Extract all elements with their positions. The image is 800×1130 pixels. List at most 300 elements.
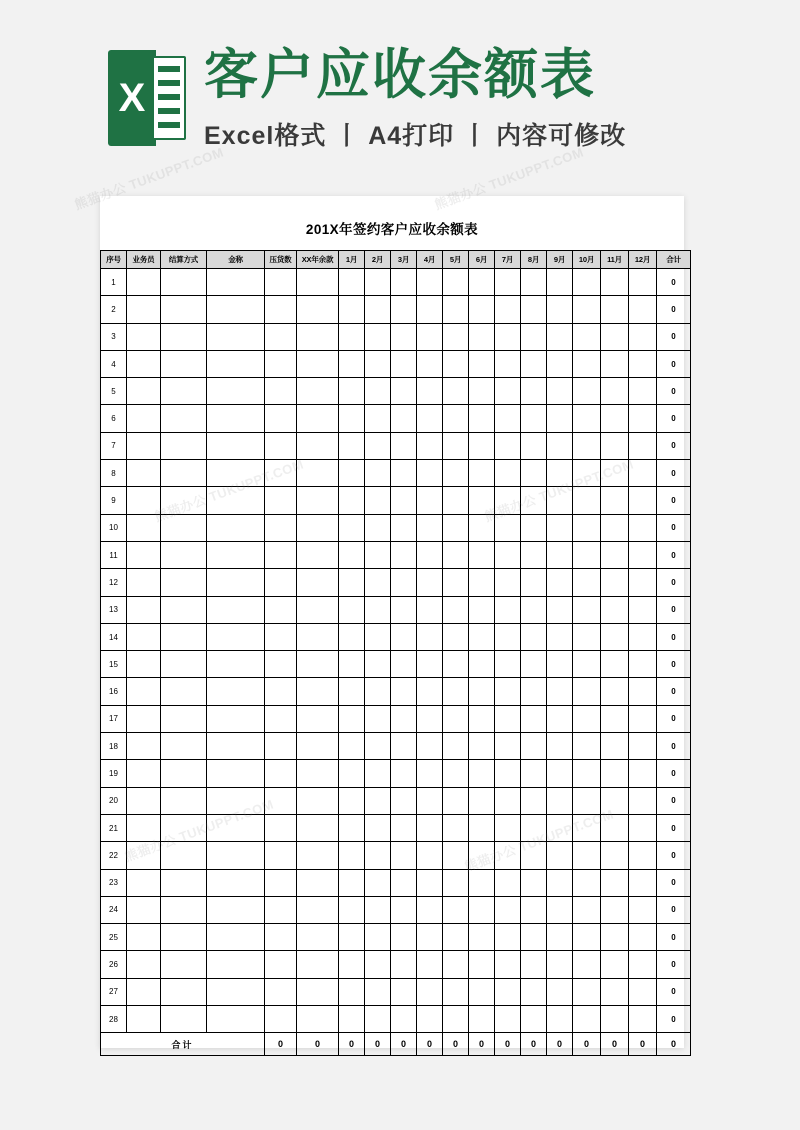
data-cell[interactable] <box>495 405 521 432</box>
data-cell[interactable] <box>391 432 417 459</box>
data-cell[interactable] <box>391 869 417 896</box>
data-cell[interactable] <box>161 405 207 432</box>
data-cell[interactable] <box>391 705 417 732</box>
data-cell[interactable] <box>265 460 297 487</box>
data-cell[interactable] <box>629 460 657 487</box>
data-cell[interactable] <box>547 296 573 323</box>
data-cell[interactable] <box>547 541 573 568</box>
data-cell[interactable] <box>339 651 365 678</box>
data-cell[interactable] <box>521 678 547 705</box>
data-cell[interactable] <box>495 596 521 623</box>
data-cell[interactable] <box>443 405 469 432</box>
data-cell[interactable] <box>207 869 265 896</box>
data-cell[interactable] <box>339 350 365 377</box>
data-cell[interactable] <box>417 733 443 760</box>
data-cell[interactable] <box>443 842 469 869</box>
data-cell[interactable] <box>629 760 657 787</box>
data-cell[interactable] <box>365 651 391 678</box>
data-cell[interactable] <box>297 896 339 923</box>
data-cell[interactable] <box>521 896 547 923</box>
data-cell[interactable] <box>469 760 495 787</box>
data-cell[interactable] <box>629 842 657 869</box>
data-cell[interactable] <box>127 460 161 487</box>
data-cell[interactable] <box>265 405 297 432</box>
data-cell[interactable] <box>365 514 391 541</box>
row-index-cell[interactable]: 27 <box>101 978 127 1005</box>
data-cell[interactable] <box>601 350 629 377</box>
data-cell[interactable] <box>265 896 297 923</box>
data-cell[interactable] <box>573 296 601 323</box>
data-cell[interactable] <box>207 733 265 760</box>
data-cell[interactable] <box>297 869 339 896</box>
data-cell[interactable] <box>443 760 469 787</box>
data-cell[interactable] <box>443 623 469 650</box>
data-cell[interactable] <box>573 269 601 296</box>
data-cell[interactable] <box>365 787 391 814</box>
data-cell[interactable] <box>339 541 365 568</box>
row-index-cell[interactable]: 23 <box>101 869 127 896</box>
row-total-cell[interactable]: 0 <box>657 787 691 814</box>
data-cell[interactable] <box>417 569 443 596</box>
data-cell[interactable] <box>365 1006 391 1033</box>
data-cell[interactable] <box>443 487 469 514</box>
data-cell[interactable] <box>629 350 657 377</box>
data-cell[interactable] <box>339 296 365 323</box>
data-cell[interactable] <box>601 760 629 787</box>
data-cell[interactable] <box>127 678 161 705</box>
data-cell[interactable] <box>339 487 365 514</box>
data-cell[interactable] <box>127 350 161 377</box>
data-cell[interactable] <box>521 814 547 841</box>
data-cell[interactable] <box>391 514 417 541</box>
data-cell[interactable] <box>127 869 161 896</box>
data-cell[interactable] <box>521 924 547 951</box>
data-cell[interactable] <box>547 378 573 405</box>
data-cell[interactable] <box>469 487 495 514</box>
data-cell[interactable] <box>469 896 495 923</box>
data-cell[interactable] <box>547 487 573 514</box>
row-total-cell[interactable]: 0 <box>657 951 691 978</box>
data-cell[interactable] <box>207 623 265 650</box>
data-cell[interactable] <box>265 787 297 814</box>
data-cell[interactable] <box>469 323 495 350</box>
data-cell[interactable] <box>573 460 601 487</box>
data-cell[interactable] <box>297 705 339 732</box>
data-cell[interactable] <box>127 432 161 459</box>
row-index-cell[interactable]: 18 <box>101 733 127 760</box>
data-cell[interactable] <box>573 705 601 732</box>
data-cell[interactable] <box>265 760 297 787</box>
data-cell[interactable] <box>629 678 657 705</box>
data-cell[interactable] <box>573 924 601 951</box>
row-total-cell[interactable]: 0 <box>657 296 691 323</box>
data-cell[interactable] <box>265 350 297 377</box>
data-cell[interactable] <box>161 296 207 323</box>
data-cell[interactable] <box>573 814 601 841</box>
data-cell[interactable] <box>365 842 391 869</box>
data-cell[interactable] <box>339 869 365 896</box>
data-cell[interactable] <box>161 1006 207 1033</box>
row-total-cell[interactable]: 0 <box>657 487 691 514</box>
data-cell[interactable] <box>469 705 495 732</box>
data-cell[interactable] <box>127 842 161 869</box>
data-cell[interactable] <box>417 924 443 951</box>
data-cell[interactable] <box>573 487 601 514</box>
data-cell[interactable] <box>161 705 207 732</box>
data-cell[interactable] <box>127 787 161 814</box>
data-cell[interactable] <box>265 678 297 705</box>
row-index-cell[interactable]: 8 <box>101 460 127 487</box>
data-cell[interactable] <box>161 842 207 869</box>
data-cell[interactable] <box>469 514 495 541</box>
data-cell[interactable] <box>573 760 601 787</box>
data-cell[interactable] <box>365 896 391 923</box>
data-cell[interactable] <box>417 896 443 923</box>
data-cell[interactable] <box>521 842 547 869</box>
data-cell[interactable] <box>391 323 417 350</box>
data-cell[interactable] <box>629 514 657 541</box>
data-cell[interactable] <box>601 460 629 487</box>
data-cell[interactable] <box>443 296 469 323</box>
data-cell[interactable] <box>207 432 265 459</box>
data-cell[interactable] <box>417 487 443 514</box>
data-cell[interactable] <box>573 350 601 377</box>
data-cell[interactable] <box>339 460 365 487</box>
data-cell[interactable] <box>365 569 391 596</box>
data-cell[interactable] <box>365 541 391 568</box>
data-cell[interactable] <box>391 296 417 323</box>
data-cell[interactable] <box>297 924 339 951</box>
data-cell[interactable] <box>297 432 339 459</box>
data-cell[interactable] <box>495 651 521 678</box>
data-cell[interactable] <box>265 951 297 978</box>
data-cell[interactable] <box>521 432 547 459</box>
data-cell[interactable] <box>161 924 207 951</box>
data-cell[interactable] <box>161 323 207 350</box>
row-index-cell[interactable]: 11 <box>101 541 127 568</box>
data-cell[interactable] <box>629 323 657 350</box>
data-cell[interactable] <box>629 924 657 951</box>
data-cell[interactable] <box>495 951 521 978</box>
data-cell[interactable] <box>391 269 417 296</box>
data-cell[interactable] <box>601 487 629 514</box>
row-index-cell[interactable]: 5 <box>101 378 127 405</box>
row-total-cell[interactable]: 0 <box>657 432 691 459</box>
data-cell[interactable] <box>297 569 339 596</box>
data-cell[interactable] <box>127 896 161 923</box>
data-cell[interactable] <box>265 541 297 568</box>
data-cell[interactable] <box>207 269 265 296</box>
data-cell[interactable] <box>601 651 629 678</box>
data-cell[interactable] <box>547 323 573 350</box>
data-cell[interactable] <box>495 378 521 405</box>
data-cell[interactable] <box>443 678 469 705</box>
data-cell[interactable] <box>417 787 443 814</box>
row-total-cell[interactable]: 0 <box>657 978 691 1005</box>
data-cell[interactable] <box>573 978 601 1005</box>
row-total-cell[interactable]: 0 <box>657 514 691 541</box>
row-total-cell[interactable]: 0 <box>657 651 691 678</box>
row-index-cell[interactable]: 10 <box>101 514 127 541</box>
data-cell[interactable] <box>207 896 265 923</box>
data-cell[interactable] <box>601 924 629 951</box>
row-total-cell[interactable]: 0 <box>657 350 691 377</box>
data-cell[interactable] <box>601 896 629 923</box>
data-cell[interactable] <box>127 296 161 323</box>
data-cell[interactable] <box>127 323 161 350</box>
data-cell[interactable] <box>161 787 207 814</box>
data-cell[interactable] <box>339 1006 365 1033</box>
data-cell[interactable] <box>443 460 469 487</box>
data-cell[interactable] <box>547 842 573 869</box>
data-cell[interactable] <box>365 978 391 1005</box>
data-cell[interactable] <box>601 269 629 296</box>
data-cell[interactable] <box>365 432 391 459</box>
data-cell[interactable] <box>547 651 573 678</box>
data-cell[interactable] <box>391 651 417 678</box>
row-total-cell[interactable]: 0 <box>657 460 691 487</box>
data-cell[interactable] <box>207 296 265 323</box>
data-cell[interactable] <box>573 432 601 459</box>
data-cell[interactable] <box>495 541 521 568</box>
data-cell[interactable] <box>339 378 365 405</box>
data-cell[interactable] <box>601 733 629 760</box>
data-cell[interactable] <box>127 269 161 296</box>
data-cell[interactable] <box>521 296 547 323</box>
data-cell[interactable] <box>207 814 265 841</box>
data-cell[interactable] <box>297 787 339 814</box>
data-cell[interactable] <box>417 814 443 841</box>
data-cell[interactable] <box>391 814 417 841</box>
data-cell[interactable] <box>443 651 469 678</box>
data-cell[interactable] <box>469 869 495 896</box>
data-cell[interactable] <box>391 760 417 787</box>
data-cell[interactable] <box>547 924 573 951</box>
data-cell[interactable] <box>629 623 657 650</box>
data-cell[interactable] <box>127 378 161 405</box>
data-cell[interactable] <box>365 350 391 377</box>
data-cell[interactable] <box>265 1006 297 1033</box>
data-cell[interactable] <box>161 541 207 568</box>
data-cell[interactable] <box>365 296 391 323</box>
data-cell[interactable] <box>161 814 207 841</box>
data-cell[interactable] <box>629 378 657 405</box>
data-cell[interactable] <box>629 814 657 841</box>
data-cell[interactable] <box>495 760 521 787</box>
row-index-cell[interactable]: 14 <box>101 623 127 650</box>
data-cell[interactable] <box>391 541 417 568</box>
row-total-cell[interactable]: 0 <box>657 760 691 787</box>
data-cell[interactable] <box>391 842 417 869</box>
data-cell[interactable] <box>265 487 297 514</box>
data-cell[interactable] <box>629 405 657 432</box>
data-cell[interactable] <box>339 787 365 814</box>
data-cell[interactable] <box>127 760 161 787</box>
data-cell[interactable] <box>127 651 161 678</box>
data-cell[interactable] <box>547 432 573 459</box>
data-cell[interactable] <box>265 296 297 323</box>
data-cell[interactable] <box>127 541 161 568</box>
row-total-cell[interactable]: 0 <box>657 378 691 405</box>
data-cell[interactable] <box>265 378 297 405</box>
data-cell[interactable] <box>601 678 629 705</box>
data-cell[interactable] <box>297 541 339 568</box>
data-cell[interactable] <box>161 514 207 541</box>
row-total-cell[interactable]: 0 <box>657 869 691 896</box>
row-index-cell[interactable]: 6 <box>101 405 127 432</box>
data-cell[interactable] <box>521 269 547 296</box>
data-cell[interactable] <box>297 760 339 787</box>
data-cell[interactable] <box>547 814 573 841</box>
data-cell[interactable] <box>265 323 297 350</box>
data-cell[interactable] <box>573 787 601 814</box>
data-cell[interactable] <box>391 569 417 596</box>
row-total-cell[interactable]: 0 <box>657 678 691 705</box>
data-cell[interactable] <box>365 405 391 432</box>
data-cell[interactable] <box>161 651 207 678</box>
data-cell[interactable] <box>161 623 207 650</box>
data-cell[interactable] <box>391 460 417 487</box>
data-cell[interactable] <box>417 705 443 732</box>
data-cell[interactable] <box>391 733 417 760</box>
data-cell[interactable] <box>417 269 443 296</box>
data-cell[interactable] <box>469 814 495 841</box>
data-cell[interactable] <box>547 460 573 487</box>
data-cell[interactable] <box>339 733 365 760</box>
data-cell[interactable] <box>601 951 629 978</box>
row-index-cell[interactable]: 24 <box>101 896 127 923</box>
data-cell[interactable] <box>391 1006 417 1033</box>
data-cell[interactable] <box>127 623 161 650</box>
data-cell[interactable] <box>365 323 391 350</box>
data-cell[interactable] <box>547 705 573 732</box>
data-cell[interactable] <box>207 569 265 596</box>
data-cell[interactable] <box>161 978 207 1005</box>
data-cell[interactable] <box>469 678 495 705</box>
data-cell[interactable] <box>365 869 391 896</box>
data-cell[interactable] <box>365 705 391 732</box>
data-cell[interactable] <box>469 978 495 1005</box>
data-cell[interactable] <box>339 514 365 541</box>
data-cell[interactable] <box>547 1006 573 1033</box>
data-cell[interactable] <box>629 733 657 760</box>
data-cell[interactable] <box>265 651 297 678</box>
data-cell[interactable] <box>207 978 265 1005</box>
data-cell[interactable] <box>601 842 629 869</box>
data-cell[interactable] <box>339 951 365 978</box>
row-index-cell[interactable]: 15 <box>101 651 127 678</box>
data-cell[interactable] <box>629 787 657 814</box>
data-cell[interactable] <box>365 678 391 705</box>
data-cell[interactable] <box>601 623 629 650</box>
data-cell[interactable] <box>391 405 417 432</box>
data-cell[interactable] <box>601 378 629 405</box>
row-index-cell[interactable]: 19 <box>101 760 127 787</box>
data-cell[interactable] <box>339 978 365 1005</box>
data-cell[interactable] <box>443 896 469 923</box>
data-cell[interactable] <box>443 432 469 459</box>
data-cell[interactable] <box>521 569 547 596</box>
data-cell[interactable] <box>521 541 547 568</box>
data-cell[interactable] <box>391 378 417 405</box>
data-cell[interactable] <box>601 432 629 459</box>
data-cell[interactable] <box>469 842 495 869</box>
data-cell[interactable] <box>365 269 391 296</box>
data-cell[interactable] <box>265 733 297 760</box>
data-cell[interactable] <box>417 596 443 623</box>
data-cell[interactable] <box>391 896 417 923</box>
row-total-cell[interactable]: 0 <box>657 733 691 760</box>
data-cell[interactable] <box>365 596 391 623</box>
data-cell[interactable] <box>339 405 365 432</box>
data-cell[interactable] <box>161 487 207 514</box>
data-cell[interactable] <box>443 541 469 568</box>
data-cell[interactable] <box>521 1006 547 1033</box>
data-cell[interactable] <box>339 896 365 923</box>
data-cell[interactable] <box>339 760 365 787</box>
row-total-cell[interactable]: 0 <box>657 896 691 923</box>
data-cell[interactable] <box>443 705 469 732</box>
data-cell[interactable] <box>365 487 391 514</box>
row-total-cell[interactable]: 0 <box>657 814 691 841</box>
data-cell[interactable] <box>601 596 629 623</box>
data-cell[interactable] <box>297 978 339 1005</box>
data-cell[interactable] <box>417 378 443 405</box>
data-cell[interactable] <box>207 350 265 377</box>
data-cell[interactable] <box>297 623 339 650</box>
data-cell[interactable] <box>417 296 443 323</box>
data-cell[interactable] <box>469 623 495 650</box>
data-cell[interactable] <box>495 842 521 869</box>
data-cell[interactable] <box>629 269 657 296</box>
row-index-cell[interactable]: 20 <box>101 787 127 814</box>
data-cell[interactable] <box>365 760 391 787</box>
data-cell[interactable] <box>161 432 207 459</box>
data-cell[interactable] <box>417 514 443 541</box>
data-cell[interactable] <box>391 924 417 951</box>
row-index-cell[interactable]: 28 <box>101 1006 127 1033</box>
data-cell[interactable] <box>417 951 443 978</box>
data-cell[interactable] <box>297 269 339 296</box>
data-cell[interactable] <box>297 378 339 405</box>
row-total-cell[interactable]: 0 <box>657 1006 691 1033</box>
data-cell[interactable] <box>521 514 547 541</box>
data-cell[interactable] <box>443 350 469 377</box>
data-cell[interactable] <box>297 350 339 377</box>
data-cell[interactable] <box>297 733 339 760</box>
data-cell[interactable] <box>339 842 365 869</box>
data-cell[interactable] <box>443 514 469 541</box>
data-cell[interactable] <box>469 951 495 978</box>
data-cell[interactable] <box>521 487 547 514</box>
data-cell[interactable] <box>573 514 601 541</box>
data-cell[interactable] <box>495 460 521 487</box>
data-cell[interactable] <box>601 787 629 814</box>
data-cell[interactable] <box>207 842 265 869</box>
data-cell[interactable] <box>443 978 469 1005</box>
data-cell[interactable] <box>297 405 339 432</box>
data-cell[interactable] <box>495 787 521 814</box>
data-cell[interactable] <box>573 1006 601 1033</box>
data-cell[interactable] <box>547 760 573 787</box>
data-cell[interactable] <box>127 705 161 732</box>
data-cell[interactable] <box>629 541 657 568</box>
data-cell[interactable] <box>601 814 629 841</box>
data-cell[interactable] <box>443 814 469 841</box>
data-cell[interactable] <box>417 460 443 487</box>
data-cell[interactable] <box>127 405 161 432</box>
data-cell[interactable] <box>573 842 601 869</box>
